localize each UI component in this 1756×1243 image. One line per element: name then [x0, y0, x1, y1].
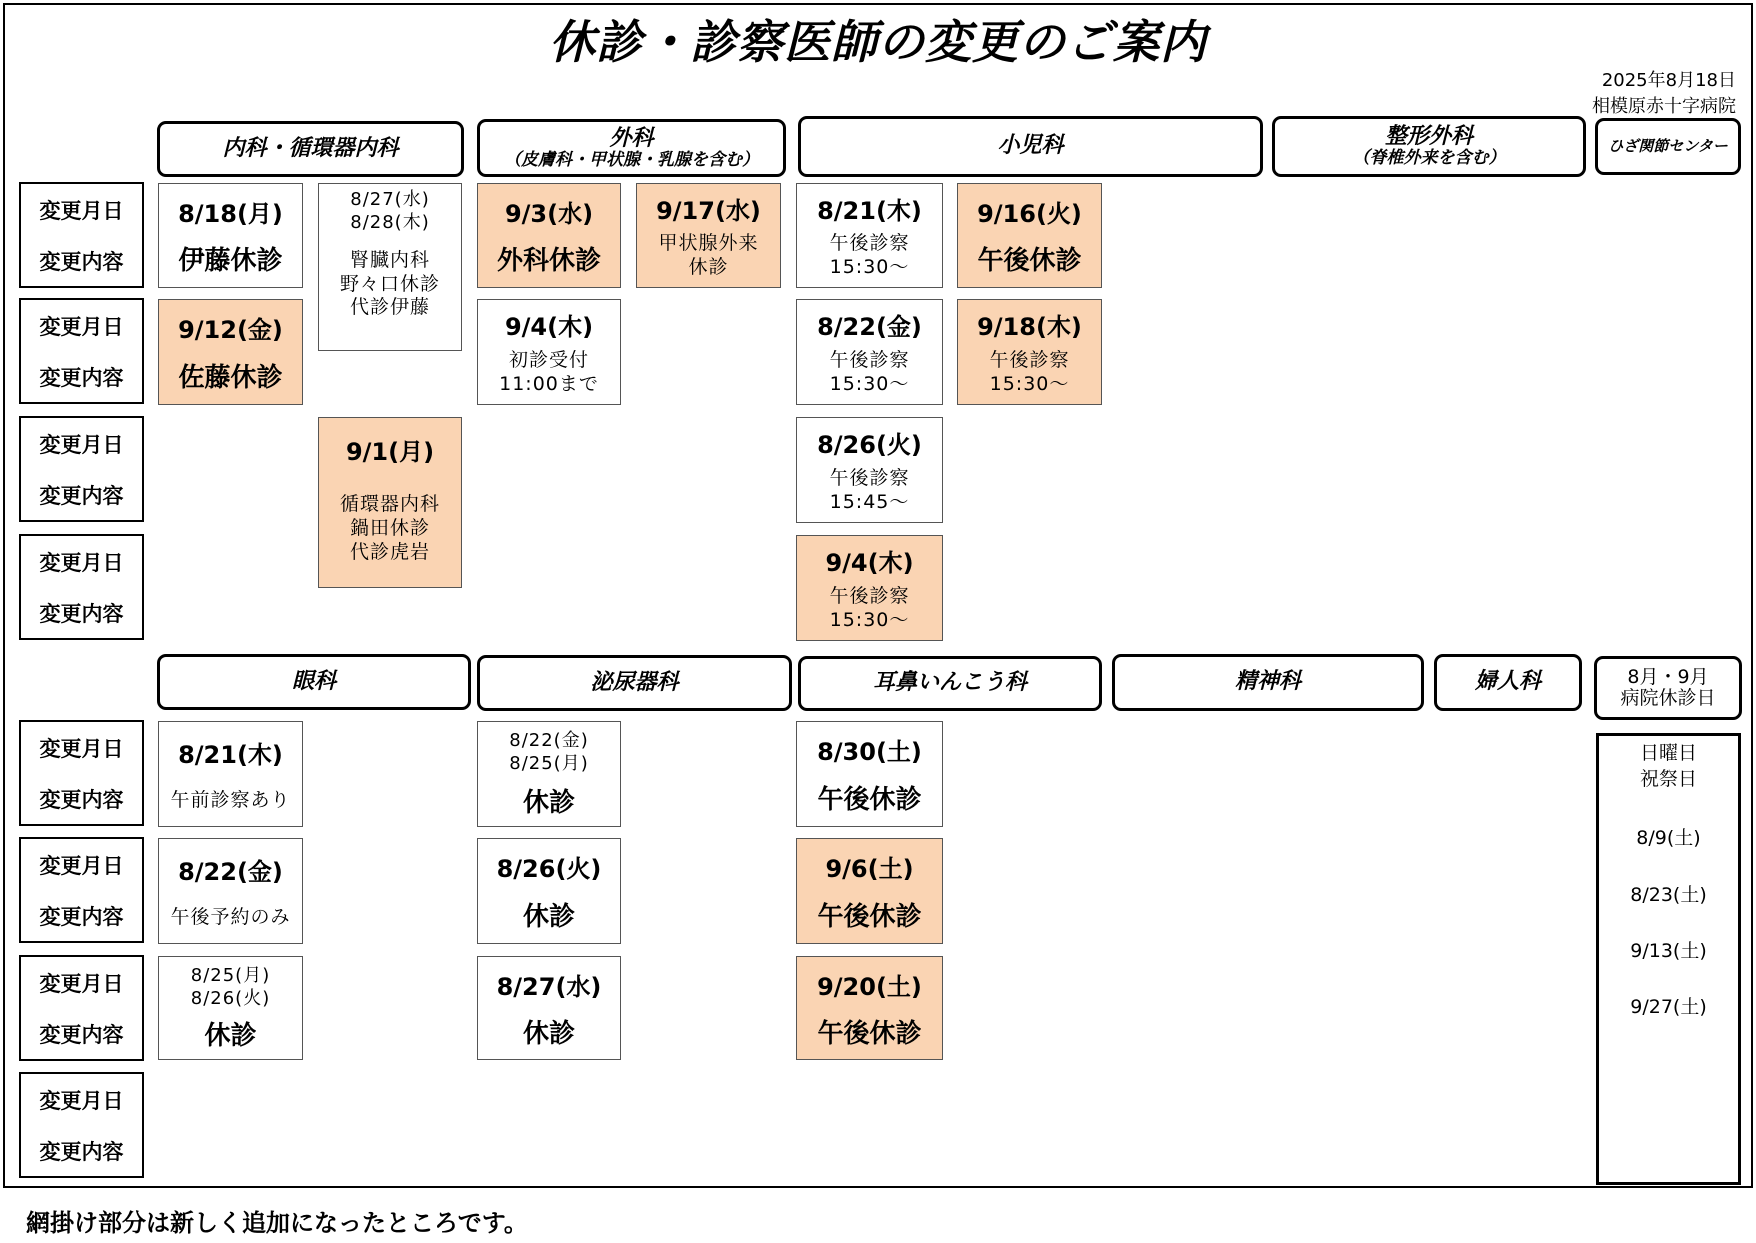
row-label: 変更月日 変更内容: [19, 720, 144, 826]
ganka-cell: 8/21(木) 午前診察あり: [158, 721, 303, 827]
header-shonika: 小児科: [798, 116, 1263, 177]
row-label: 変更月日 変更内容: [19, 955, 144, 1061]
header-seishin: 精神科: [1112, 654, 1424, 711]
header-jibi: 耳鼻いんこう科: [798, 656, 1102, 711]
jibi-cell: 9/6(土) 午後休診: [796, 838, 943, 944]
shonika-cell: 8/22(金) 午後診察 15:30～: [796, 299, 943, 405]
header-seikei: 整形外科 （脊椎外来を含む）: [1272, 116, 1586, 177]
hinyoki-cell: 8/22(金) 8/25(月) 休診: [477, 721, 621, 827]
naika-cell: 8/18(月) 伊藤休診: [158, 183, 303, 288]
hinyoki-cell: 8/26(火) 休診: [477, 838, 621, 944]
issue-date: 2025年8月18日: [1601, 70, 1736, 91]
closed-day: 9/13(土): [1630, 940, 1707, 962]
header-naika: 内科・循環器内科: [157, 121, 464, 177]
closed-day: 8/23(土): [1630, 884, 1707, 906]
naika-cell: 9/12(金) 佐藤休診: [158, 299, 303, 405]
geka-cell: 9/3(水) 外科休診: [477, 183, 621, 288]
row-label: 変更月日 変更内容: [19, 416, 144, 522]
closed-day: 8/9(土): [1636, 827, 1701, 849]
row-label: 変更月日 変更内容: [19, 534, 144, 640]
page-title: 休診・診察医師の変更のご案内: [549, 15, 1207, 69]
closed-day: 祝祭日: [1639, 768, 1697, 790]
geka-cell: 9/4(木) 初診受付 11:00まで: [477, 299, 621, 405]
shonika-cell: 8/21(木) 午後診察 15:30～: [796, 183, 943, 288]
naika-cell: 9/1(月) 循環器内科 鍋田休診 代診虎岩: [318, 417, 462, 588]
header-hiza: ひざ関節センター: [1595, 118, 1741, 175]
header-kyushinbi: 8月・9月 病院休診日: [1594, 656, 1742, 720]
ganka-cell: 8/25(月) 8/26(火) 休診: [158, 956, 303, 1060]
header-geka: 外科 （皮膚科・甲状腺・乳腺を含む）: [477, 119, 786, 177]
row-label: 変更月日 変更内容: [19, 837, 144, 943]
jibi-cell: 8/30(土) 午後休診: [796, 721, 943, 827]
jibi-cell: 9/20(土) 午後休診: [796, 956, 943, 1060]
shonika-cell: 9/4(木) 午後診察 15:30～: [796, 535, 943, 641]
row-label: 変更月日 変更内容: [19, 1072, 144, 1178]
ganka-cell: 8/22(金) 午後予約のみ: [158, 838, 303, 944]
hospital-name: 相模原赤十字病院: [1592, 96, 1736, 117]
closed-day: 9/27(土): [1630, 996, 1707, 1018]
footnote: 網掛け部分は新しく追加になったところです。: [26, 1209, 528, 1237]
header-ganka: 眼科: [157, 654, 471, 710]
naika-cell: 8/27(水) 8/28(木) 腎臓内科 野々口休診 代診伊藤: [318, 183, 462, 351]
shonika-cell: 9/18(木) 午後診察 15:30～: [957, 299, 1102, 405]
shonika-cell: 9/16(火) 午後休診: [957, 183, 1102, 288]
header-fujin: 婦人科: [1434, 654, 1582, 711]
shonika-cell: 8/26(火) 午後診察 15:45～: [796, 417, 943, 523]
geka-cell: 9/17(水) 甲状腺外来 休診: [636, 183, 781, 288]
closed-day: 日曜日: [1639, 742, 1697, 764]
header-hinyoki: 泌尿器科: [477, 655, 792, 711]
row-label: 変更月日 変更内容: [19, 182, 144, 288]
row-label: 変更月日 変更内容: [19, 298, 144, 404]
hinyoki-cell: 8/27(水) 休診: [477, 956, 621, 1060]
closed-days-list: [1596, 733, 1741, 1185]
